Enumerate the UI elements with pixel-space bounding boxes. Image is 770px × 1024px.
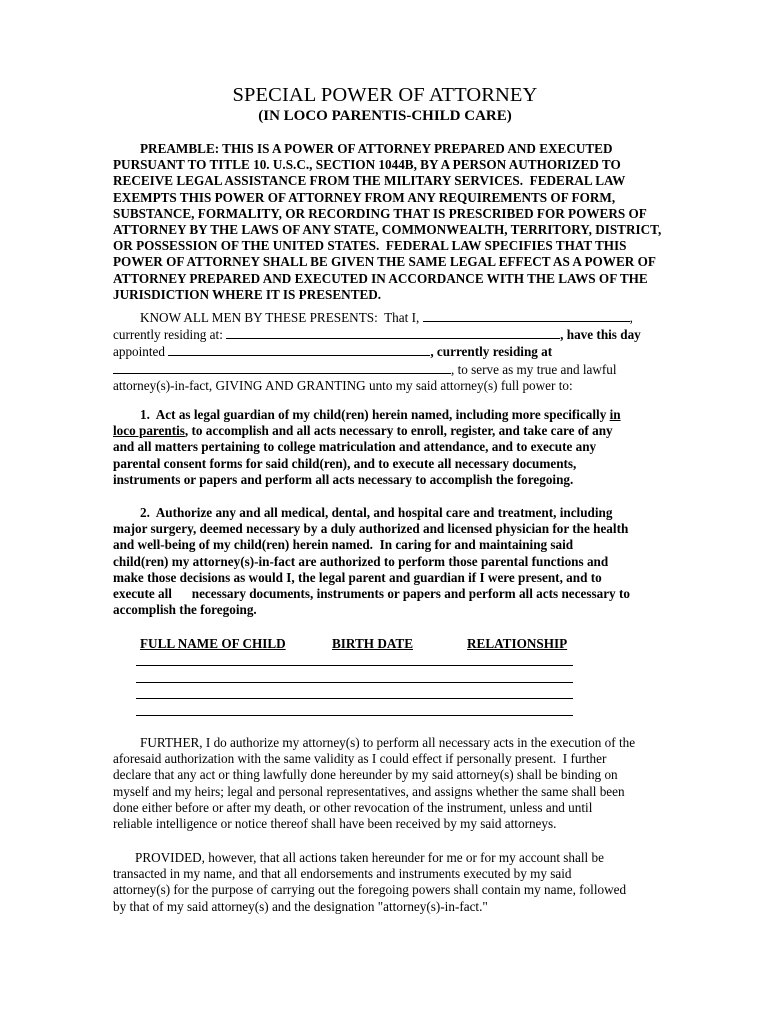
item2-line: 2. Authorize any and all medical, dental, and hospital care and treatment, including xyxy=(140,505,613,520)
principal-address-field[interactable] xyxy=(226,326,560,339)
item1-line xyxy=(113,407,658,423)
provided-paragraph xyxy=(113,850,658,915)
further-paragraph xyxy=(113,735,658,832)
preamble-line: EXEMPTS THIS POWER OF ATTORNEY FROM ANY REQUIREMENTS OF FORM, xyxy=(113,189,616,205)
child-entry-line[interactable] xyxy=(136,665,573,666)
item1-line: instruments or papers and perform all acts necessary to accomplish the foregoing. xyxy=(113,471,574,487)
preamble-line: PREAMBLE: THIS IS A POWER OF ATTORNEY PREPARED AND EXECUTED xyxy=(140,141,613,156)
principal-name-field[interactable] xyxy=(423,309,630,322)
appointment-paragraph xyxy=(113,309,658,394)
child-entry-line[interactable] xyxy=(136,682,573,683)
appointment-line xyxy=(113,343,658,360)
preamble-line: PURSUANT TO TITLE 10. U.S.C., SECTION 1044B, BY A PERSON AUTHORIZED TO xyxy=(113,157,621,173)
item1-line: parental consent forms for said child(ren), and to execute all necessary documents, xyxy=(113,455,577,471)
preamble-line: JURISDICTION WHERE IT IS PRESENTED. xyxy=(113,286,382,302)
item2-line: major surgery, deemed necessary by a duly authorized and licensed physician for the health xyxy=(113,521,629,537)
document-title: SPECIAL POWER OF ATTORNEY xyxy=(232,84,538,106)
item1-text: , to accomplish and all acts necessary to enroll, register, and take care of any xyxy=(184,423,613,439)
preamble-line: OR POSSESSION OF THE UNITED STATES. FEDERAL LAW SPECIFIES THAT THIS xyxy=(113,238,627,254)
header-relationship: RELATIONSHIP xyxy=(467,636,568,651)
item2-line: child(ren) my attorney(s)-in-fact are authorized to perform those parental functions and xyxy=(113,553,609,569)
child-entry-line[interactable] xyxy=(136,698,573,699)
header-full-name-of-child: FULL NAME OF CHILD xyxy=(140,636,286,651)
preamble-line: RECEIVE LEGAL ASSISTANCE FROM THE MILITARY SERVICES. FEDERAL LAW xyxy=(113,173,626,189)
appointment-line: attorney(s)-in-fact, GIVING AND GRANTING unto my said attorney(s) full power to: xyxy=(113,377,573,393)
provided-line: transacted in my name, and that all endorsements and instruments executed by my said xyxy=(113,866,572,882)
further-line: myself and my heirs; legal and personal representatives, and assigns whether the same shall been xyxy=(113,783,625,799)
child-entry-line[interactable] xyxy=(136,715,573,716)
preamble-line: ATTORNEY PREPARED AND EXECUTED IN ACCORDANCE WITH THE LAWS OF THE xyxy=(113,270,648,286)
appointment-text: , to serve as my true and lawful xyxy=(451,361,617,377)
item1-line: and all matters pertaining to college matriculation and attendance, and to execute any xyxy=(113,439,597,455)
appointment-text: , have this day xyxy=(560,327,641,343)
provided-line: by that of my said attorney(s) and the designation "attorney(s)-in-fact." xyxy=(113,898,488,914)
appointment-text: KNOW ALL MEN BY THESE PRESENTS: That I, xyxy=(140,310,423,325)
header-birth-date: BIRTH DATE xyxy=(332,636,413,651)
further-line: declare that any act or thing lawfully done hereunder by my said attorney(s) shall be binding on xyxy=(113,767,618,783)
item1-underlined-text: in xyxy=(609,407,621,422)
item2-line: make those decisions as would I, the legal parent and guardian if I were present, and to xyxy=(113,569,602,585)
item2-line: execute all necessary documents, instruments or papers and perform all acts necessary to xyxy=(113,586,630,602)
attorney-name-field[interactable] xyxy=(168,343,430,356)
appointment-text: currently residing at: xyxy=(113,327,227,343)
item1-underlined-text: loco parentis xyxy=(113,423,185,439)
further-line: reliable intelligence or notice thereof shall have been received by my said attorneys. xyxy=(113,816,557,832)
preamble-line: SUBSTANCE, FORMALITY, OR RECORDING THAT IS PRESCRIBED FOR POWERS OF xyxy=(113,205,647,221)
item2-line: accomplish the foregoing. xyxy=(113,602,257,618)
power-item-1 xyxy=(113,407,658,488)
appointment-text: , xyxy=(629,310,633,325)
preamble-paragraph xyxy=(113,141,662,303)
item1-line xyxy=(113,423,658,439)
power-item-2 xyxy=(113,505,658,618)
further-line: done either before or after my death, or other revocation of the instrument, unless and until xyxy=(113,799,593,815)
further-line: aforesaid authorization with the same validity as I could effect if personally present. I further xyxy=(113,751,607,767)
item1-text: 1. Act as legal guardian of my child(ren) herein named, including more specifically xyxy=(140,407,610,422)
further-line: FURTHER, I do authorize my attorney(s) to perform all necessary acts in the execution of the xyxy=(140,735,636,750)
provided-line: PROVIDED, however, that all actions taken hereunder for me or for my account shall be xyxy=(135,850,604,865)
appointment-line xyxy=(113,361,658,378)
attorney-address-field[interactable] xyxy=(113,361,451,374)
appointment-line xyxy=(113,309,658,326)
provided-line: attorney(s) for the purpose of carrying out the foregoing powers shall contain my name, followed xyxy=(113,882,627,898)
document-subtitle: (IN LOCO PARENTIS-CHILD CARE) xyxy=(258,108,512,124)
appointment-text: appointed xyxy=(113,344,169,360)
preamble-line: ATTORNEY BY THE LAWS OF ANY STATE, COMMONWEALTH, TERRITORY, DISTRICT, xyxy=(113,222,662,238)
appointment-text: , currently residing at xyxy=(430,344,553,360)
item2-line: and well-being of my child(ren) herein named. In caring for and maintaining said xyxy=(113,537,574,553)
preamble-line: POWER OF ATTORNEY SHALL BE GIVEN THE SAME LEGAL EFFECT AS A POWER OF xyxy=(113,254,656,270)
appointment-line xyxy=(113,326,658,343)
